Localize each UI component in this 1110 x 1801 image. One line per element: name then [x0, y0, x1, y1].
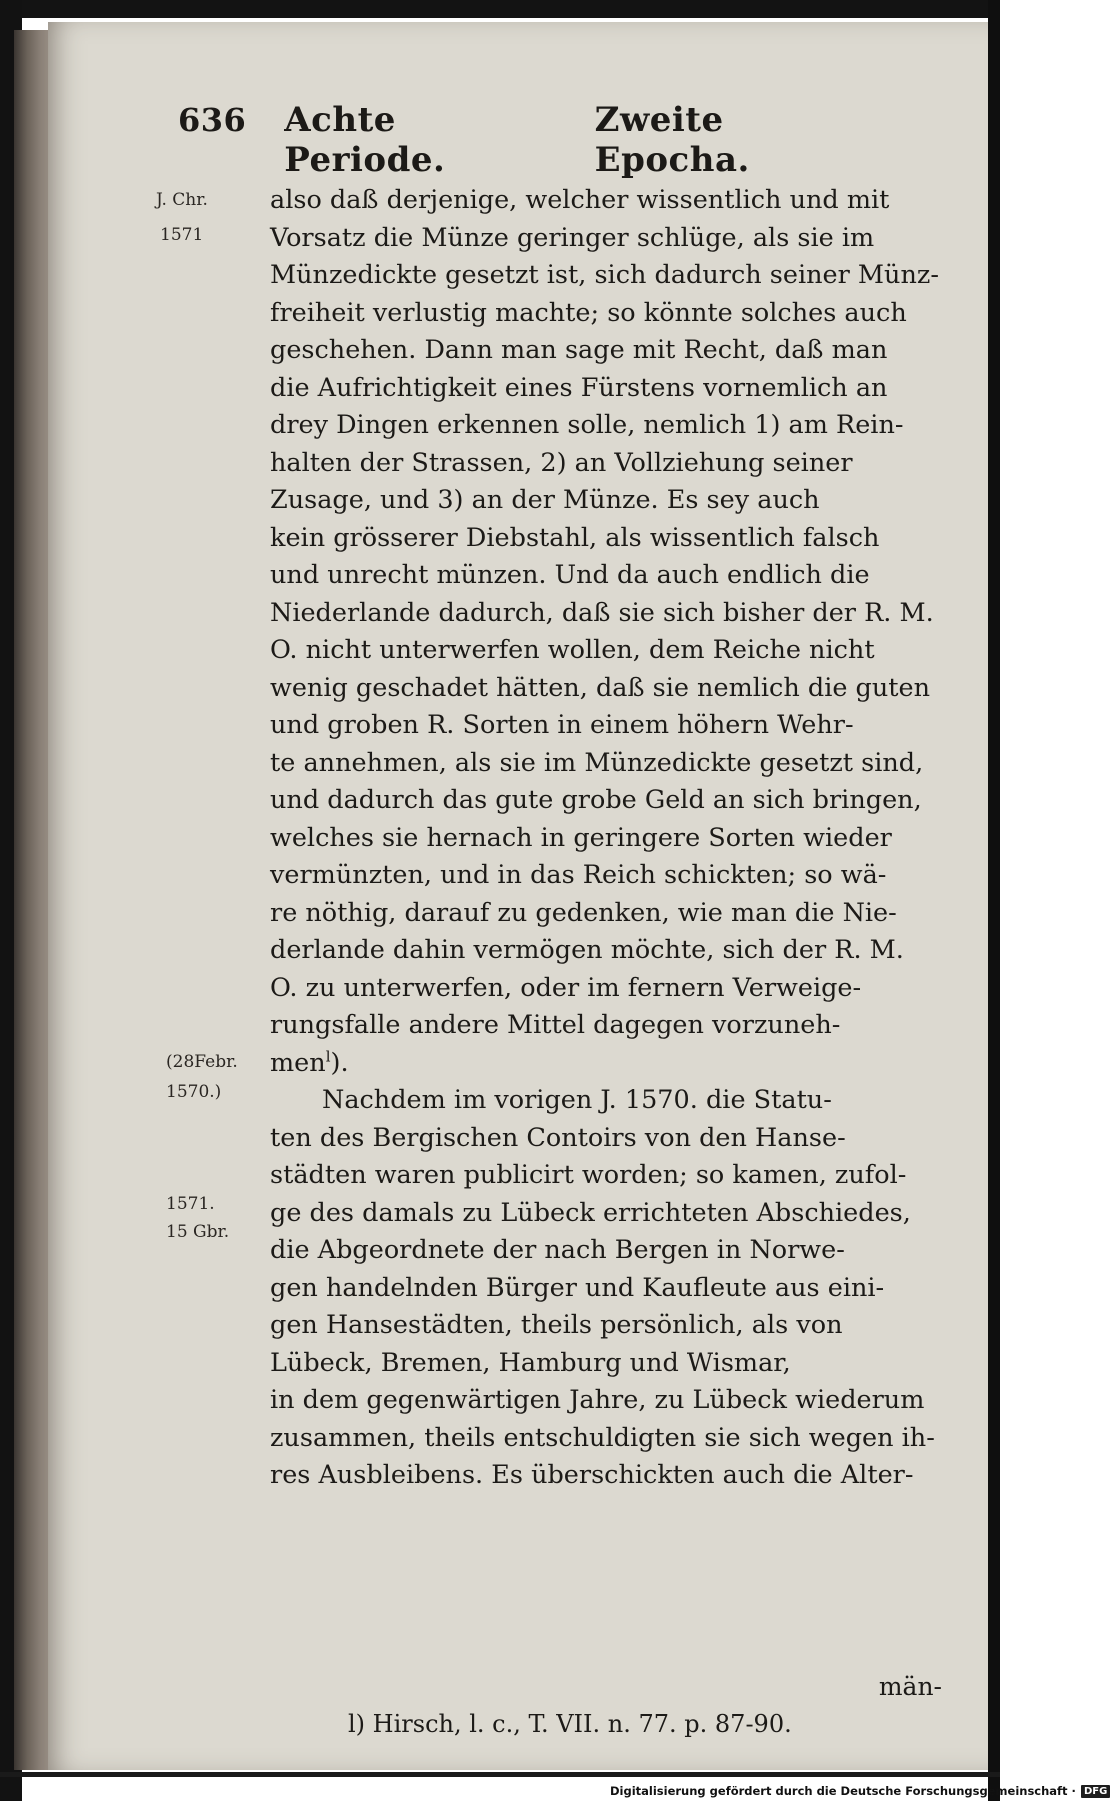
running-subtitle: Zweite Epocha. — [594, 100, 750, 180]
text-line: die Abgeordnete der nach Bergen in Norwe- — [270, 1235, 845, 1265]
text-line: und dadurch das gute grobe Geld an sich bringen, — [270, 785, 922, 815]
text-line: ten des Bergischen Contoirs von den Hanse- — [270, 1122, 846, 1153]
text-line: gen handelnden Bürger und Kaufleute aus eini- — [270, 1272, 885, 1303]
text-line: vermünzten, und in das Reich schickten; so wä- — [270, 860, 887, 890]
text-line: und groben R. Sorten in einem höhern Wehr- — [270, 710, 854, 740]
text-line: in dem gegenwärtigen Jahre, zu Lübeck wiederum — [270, 1385, 925, 1415]
text-line: ge des damals zu Lübeck errichteten Abschiedes, — [270, 1197, 911, 1228]
text-line: städten waren publicirt worden; so kamen, zufol- — [270, 1160, 907, 1190]
text-line: und unrecht münzen. Und da auch endlich die — [270, 560, 870, 590]
text-line: gen Hansestädten, theils persönlich, als von — [270, 1310, 843, 1340]
text-line: derlande dahin vermögen möchte, sich der R. M. — [270, 935, 904, 965]
text-line: drey Dingen erkennen solle, nemlich 1) am Rein- — [270, 410, 904, 440]
running-title: Achte Periode. — [284, 100, 446, 180]
dfg-logo: DFG — [1081, 1785, 1110, 1798]
text-line: Lübeck, Bremen, Hamburg und Wismar, — [270, 1347, 791, 1378]
text-line: re nöthig, darauf zu gedenken, wie man die Nie- — [270, 897, 897, 928]
credit-text: Digitalisierung gefördert durch die Deutsche Forschungsgemeinschaft · — [610, 1784, 1076, 1798]
margin-year-1571: 1571 — [160, 225, 204, 245]
footnote: l) Hirsch, l. c., T. VII. n. 77. p. 87-90. — [348, 1710, 792, 1738]
text-line: welches sie hernach in geringere Sorten wieder — [270, 822, 892, 853]
text-line: Zusage, und 3) an der Münze. Es sey auch — [270, 485, 820, 515]
margin-year-1571b: 1571. — [166, 1194, 215, 1214]
text-line: Vorsatz die Münze geringer schlüge, als sie im — [270, 222, 875, 253]
text-line: kein grösserer Diebstahl, als wissentlich falsch — [270, 522, 880, 553]
main-text — [270, 182, 976, 1495]
running-header — [178, 100, 878, 180]
text-line: Niederlande dadurch, daß sie sich bisher der R. M. — [270, 597, 934, 628]
footnote-marker: l — [325, 1047, 331, 1065]
paragraph-start: Nachdem im vorigen J. 1570. die Statu- — [322, 1085, 832, 1115]
text-line: Münzedickte gesetzt ist, sich dadurch seiner Münz- — [270, 260, 939, 290]
text-line: also daß derjenige, welcher wissentlich und mit — [270, 185, 890, 215]
text-line: halten der Strassen, 2) an Vollziehung seiner — [270, 447, 853, 478]
text-line-men — [270, 1045, 976, 1083]
text-line: te annehmen, als sie im Münzedickte gesetzt sind, — [270, 747, 924, 778]
margin-date-febr: (28Febr. — [166, 1052, 238, 1072]
page-text-area — [48, 22, 988, 1770]
scan-border-top — [0, 0, 1000, 18]
text-line: freiheit verlustig machte; so könnte solches auch — [270, 297, 907, 328]
text-line: res Ausbleibens. Es überschickten auch die Alter- — [270, 1460, 914, 1490]
scan-border-right — [988, 0, 1000, 1801]
word-men: men — [270, 1047, 326, 1078]
scan-border-bottom — [0, 1772, 1000, 1777]
word-men-end: ). — [330, 1047, 349, 1078]
margin-year-label: J. Chr. — [156, 190, 208, 210]
text-line: O. nicht unterwerfen wollen, dem Reiche nicht — [270, 635, 875, 665]
book-page — [48, 22, 988, 1770]
text-line: wenig geschadet hätten, daß sie nemlich die guten — [270, 672, 931, 703]
margin-date-gbr: 15 Gbr. — [166, 1222, 230, 1242]
page-number: 636 — [178, 101, 247, 139]
text-line: rungsfalle andere Mittel dagegen vorzuneh- — [270, 1010, 841, 1040]
text-line: die Aufrichtigkeit eines Fürstens vornemlich an — [270, 372, 888, 403]
digitization-credit — [610, 1783, 1108, 1799]
text-line: O. zu unterwerfen, oder im fernern Verweige- — [270, 972, 862, 1003]
catchword: män- — [878, 1672, 942, 1701]
text-line: zusammen, theils entschuldigten sie sich wegen ih- — [270, 1422, 935, 1453]
margin-date-1570: 1570.) — [166, 1082, 222, 1102]
text-line: geschehen. Dann man sage mit Recht, daß man — [270, 335, 888, 365]
